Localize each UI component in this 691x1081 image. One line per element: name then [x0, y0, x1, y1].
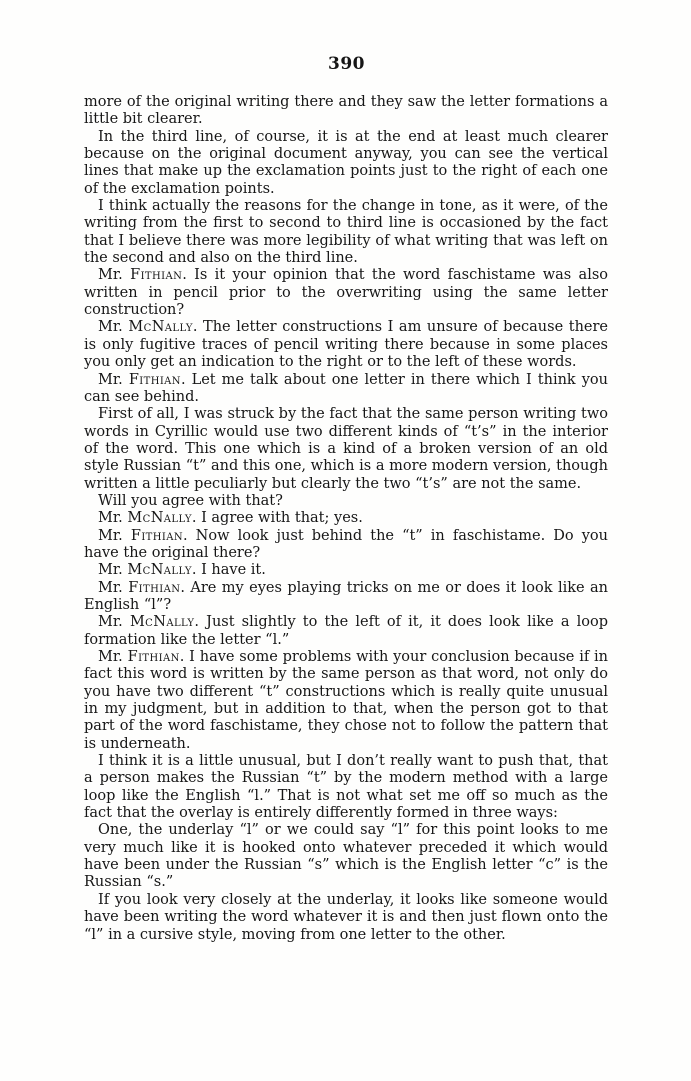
transcript-paragraph: Mr. McNally. I have it.	[98, 562, 266, 579]
transcript-paragraph: Will you agree with that?	[98, 492, 283, 509]
transcript-paragraph: Mr. Fithian. Let me talk about one letter in there which I think you can see behind.	[84, 371, 608, 405]
speaker-name: McNally	[127, 562, 192, 579]
speaker-name: McNally	[128, 319, 193, 336]
speaker-name: Fithian	[128, 371, 181, 388]
transcript-paragraph: Mr. Fithian. Are my eyes playing tricks on me or does it look like an English “l”?	[84, 579, 608, 613]
transcript-paragraph: First of all, I was struck by the fact that the same person writing two words in Cyrillic would use two different kinds of “t’s” in the interior of the word. This one which is a kind of a broken version of an old style Russian “t” and this one, which is a more modern version, though written a little peculiarly but clearly the two “t’s” are not the same.	[84, 406, 608, 492]
transcript-paragraph: Mr. McNally. Just slightly to the left of it, it does look like a loop formation like the letter “l.”	[84, 614, 609, 648]
transcript-paragraph: Mr. McNally. The letter constructions I am unsure of because there is only fugitive traces of pencil writing there because in some places you only get an indication to the right or to the left of these words.	[84, 319, 609, 371]
speaker-name: McNally	[127, 510, 192, 527]
transcript-body	[84, 94, 608, 944]
transcript-paragraph: In the third line, of course, it is at the end at least much clearer because on the original document anyway, you can see the vertical lines that make up the exclamation points just to the right of each one of the exclamation points.	[84, 128, 608, 197]
transcript-paragraph: more of the original writing there and they saw the letter formations a little bit clearer.	[84, 94, 608, 128]
transcript-paragraph: Mr. Fithian. Is it your opinion that the word faschistame was also written in pencil prior to the overwriting using the same letter construction?	[84, 267, 609, 319]
speaker-name: Fithian	[130, 527, 183, 544]
page-number: 390	[328, 54, 365, 74]
transcript-paragraph: Mr. McNally. I agree with that; yes.	[98, 510, 363, 527]
speaker-name: Fithian	[130, 267, 183, 284]
transcript-paragraph: Mr. Fithian. I have some problems with your conclusion because if in fact this word is written by the same person as that word, not only do you have two different “t” constructions which is really quite unusual in my judgment, but in addition to that, when the person got to that part of the word faschistame, they chose not to follow the pattern that is underneath.	[84, 649, 608, 752]
transcript-paragraph: Mr. Fithian. Now look just behind the “t” in faschistame. Do you have the original there?	[84, 527, 608, 561]
speaker-name: Fithian	[127, 649, 180, 665]
transcript-paragraph: I think it is a little unusual, but I don’t really want to push that, that a person makes the Russian “t” by the modern method with a large loop like the English “l.” That is not what set me off so much as the fact that the overlay is entirely differently formed in three ways:	[84, 753, 608, 822]
transcript-paragraph: If you look very closely at the underlay, it looks like someone would have been writing the word whatever it is and then just flown onto the “l” in a cursive style, moving from one letter to the other.	[84, 891, 608, 943]
transcript-paragraph: One, the underlay “l” or we could say “l” for this point looks to me very much like it is hooked onto whatever preceded it which would have been under the Russian “s” which is the English letter “c” is the Russian “s.”	[84, 822, 608, 891]
speaker-name: McNally	[129, 614, 195, 631]
transcript-paragraph: I think actually the reasons for the change in tone, as it were, of the writing from the first to second to third line is occasioned by the fact that I believe there was more legibility of what writing that was left on the second and also on the third line.	[84, 198, 608, 267]
speaker-name: Fithian	[128, 579, 181, 596]
